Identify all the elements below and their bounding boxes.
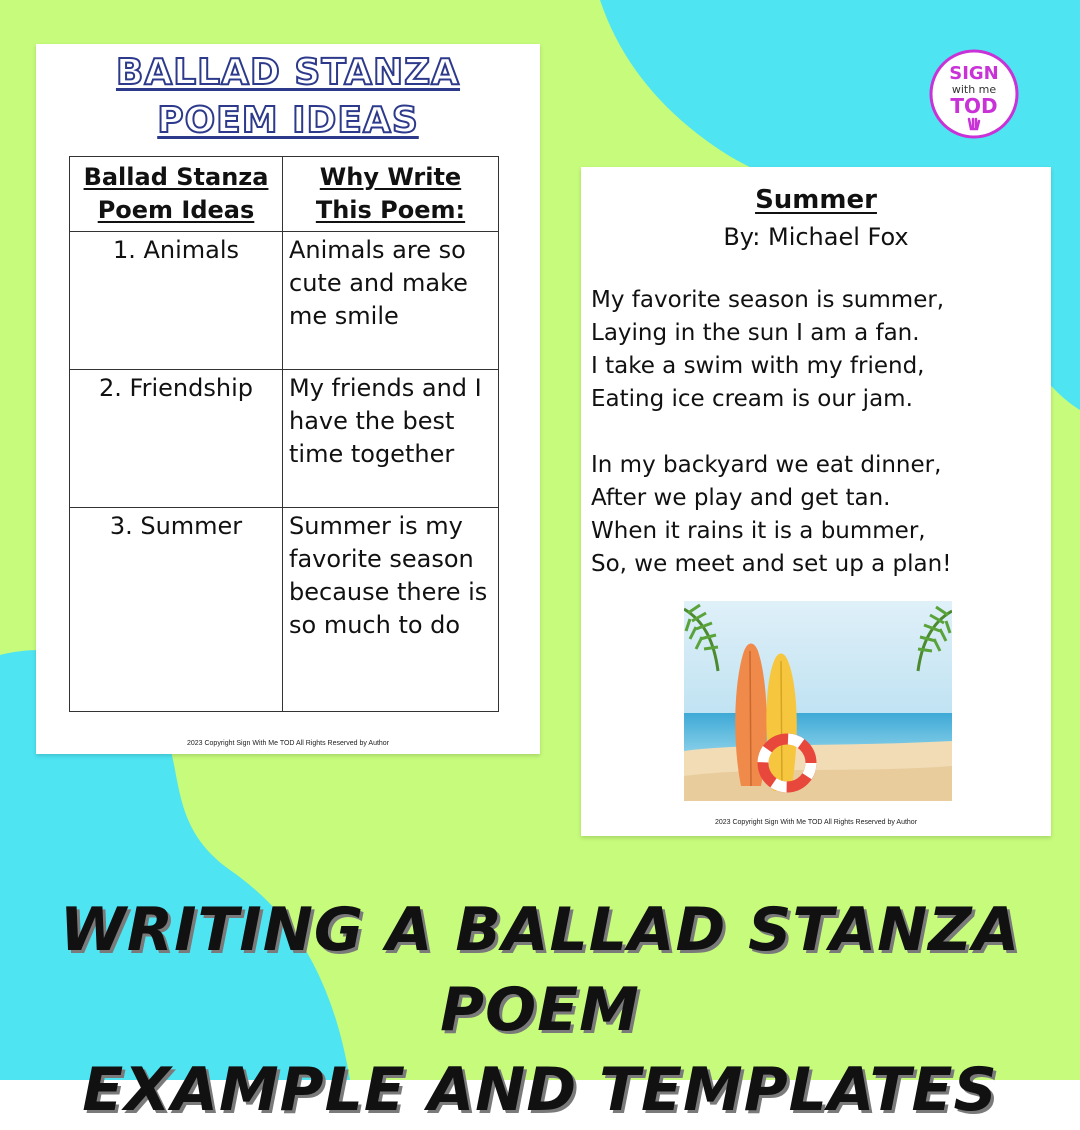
banner-line1: WRITING A BALLAD STANZA POEM bbox=[59, 895, 1021, 1045]
poem-line: My favorite season is summer, bbox=[591, 287, 945, 313]
poem-stanza-1 bbox=[591, 284, 1051, 416]
worksheet-title-line2: POEM IDEAS bbox=[157, 100, 419, 141]
logo-text-with-me: with me bbox=[951, 83, 997, 96]
logo-text-tod: TOD bbox=[950, 94, 998, 118]
table-row bbox=[70, 370, 499, 508]
table-row bbox=[70, 232, 499, 370]
idea-cell: 1. Animals bbox=[70, 232, 283, 370]
beach-surfboards-image bbox=[684, 601, 952, 801]
poem-line: I take a swim with my friend, bbox=[591, 353, 925, 379]
sign-with-me-tod-logo bbox=[929, 49, 1019, 139]
poem-line: After we play and get tan. bbox=[591, 485, 891, 511]
column-header: Ballad Stanza Poem Ideas bbox=[70, 157, 283, 232]
column-header: Why Write This Poem: bbox=[283, 157, 499, 232]
idea-cell: 2. Friendship bbox=[70, 370, 283, 508]
banner-title bbox=[0, 890, 1080, 1130]
worksheet-title-line1: BALLAD STANZA bbox=[115, 52, 461, 93]
poem-author: By: Michael Fox bbox=[723, 223, 909, 251]
poem-title: Summer bbox=[755, 185, 877, 215]
poem-line: In my backyard we eat dinner, bbox=[591, 452, 942, 478]
poem-line: When it rains it is a bummer, bbox=[591, 518, 926, 544]
poem-line: So, we meet and set up a plan! bbox=[591, 551, 952, 577]
ideas-table bbox=[69, 156, 499, 712]
poem-line: Eating ice cream is our jam. bbox=[591, 386, 913, 412]
reason-cell: Animals are so cute and make me smile bbox=[283, 232, 499, 370]
table-row bbox=[70, 508, 499, 712]
copyright-notice: 2023 Copyright Sign With Me TOD All Rights Reserved by Author bbox=[714, 819, 918, 826]
table-header-row bbox=[70, 157, 499, 232]
reason-cell: Summer is my favorite season because there is so much to do bbox=[283, 508, 499, 712]
ideas-worksheet-card bbox=[36, 44, 540, 754]
idea-cell: 3. Summer bbox=[70, 508, 283, 712]
poem-example-card bbox=[581, 167, 1051, 836]
poem-line: Laying in the sun I am a fan. bbox=[591, 320, 920, 346]
logo-text-sign: SIGN bbox=[949, 63, 999, 84]
reason-cell: My friends and I have the best time together bbox=[283, 370, 499, 508]
banner-line2: EXAMPLE AND TEMPLATES bbox=[82, 1055, 998, 1125]
poem-stanza-2 bbox=[591, 449, 1051, 581]
copyright-notice: 2023 Copyright Sign With Me TOD All Rights Reserved by Author bbox=[186, 740, 390, 747]
